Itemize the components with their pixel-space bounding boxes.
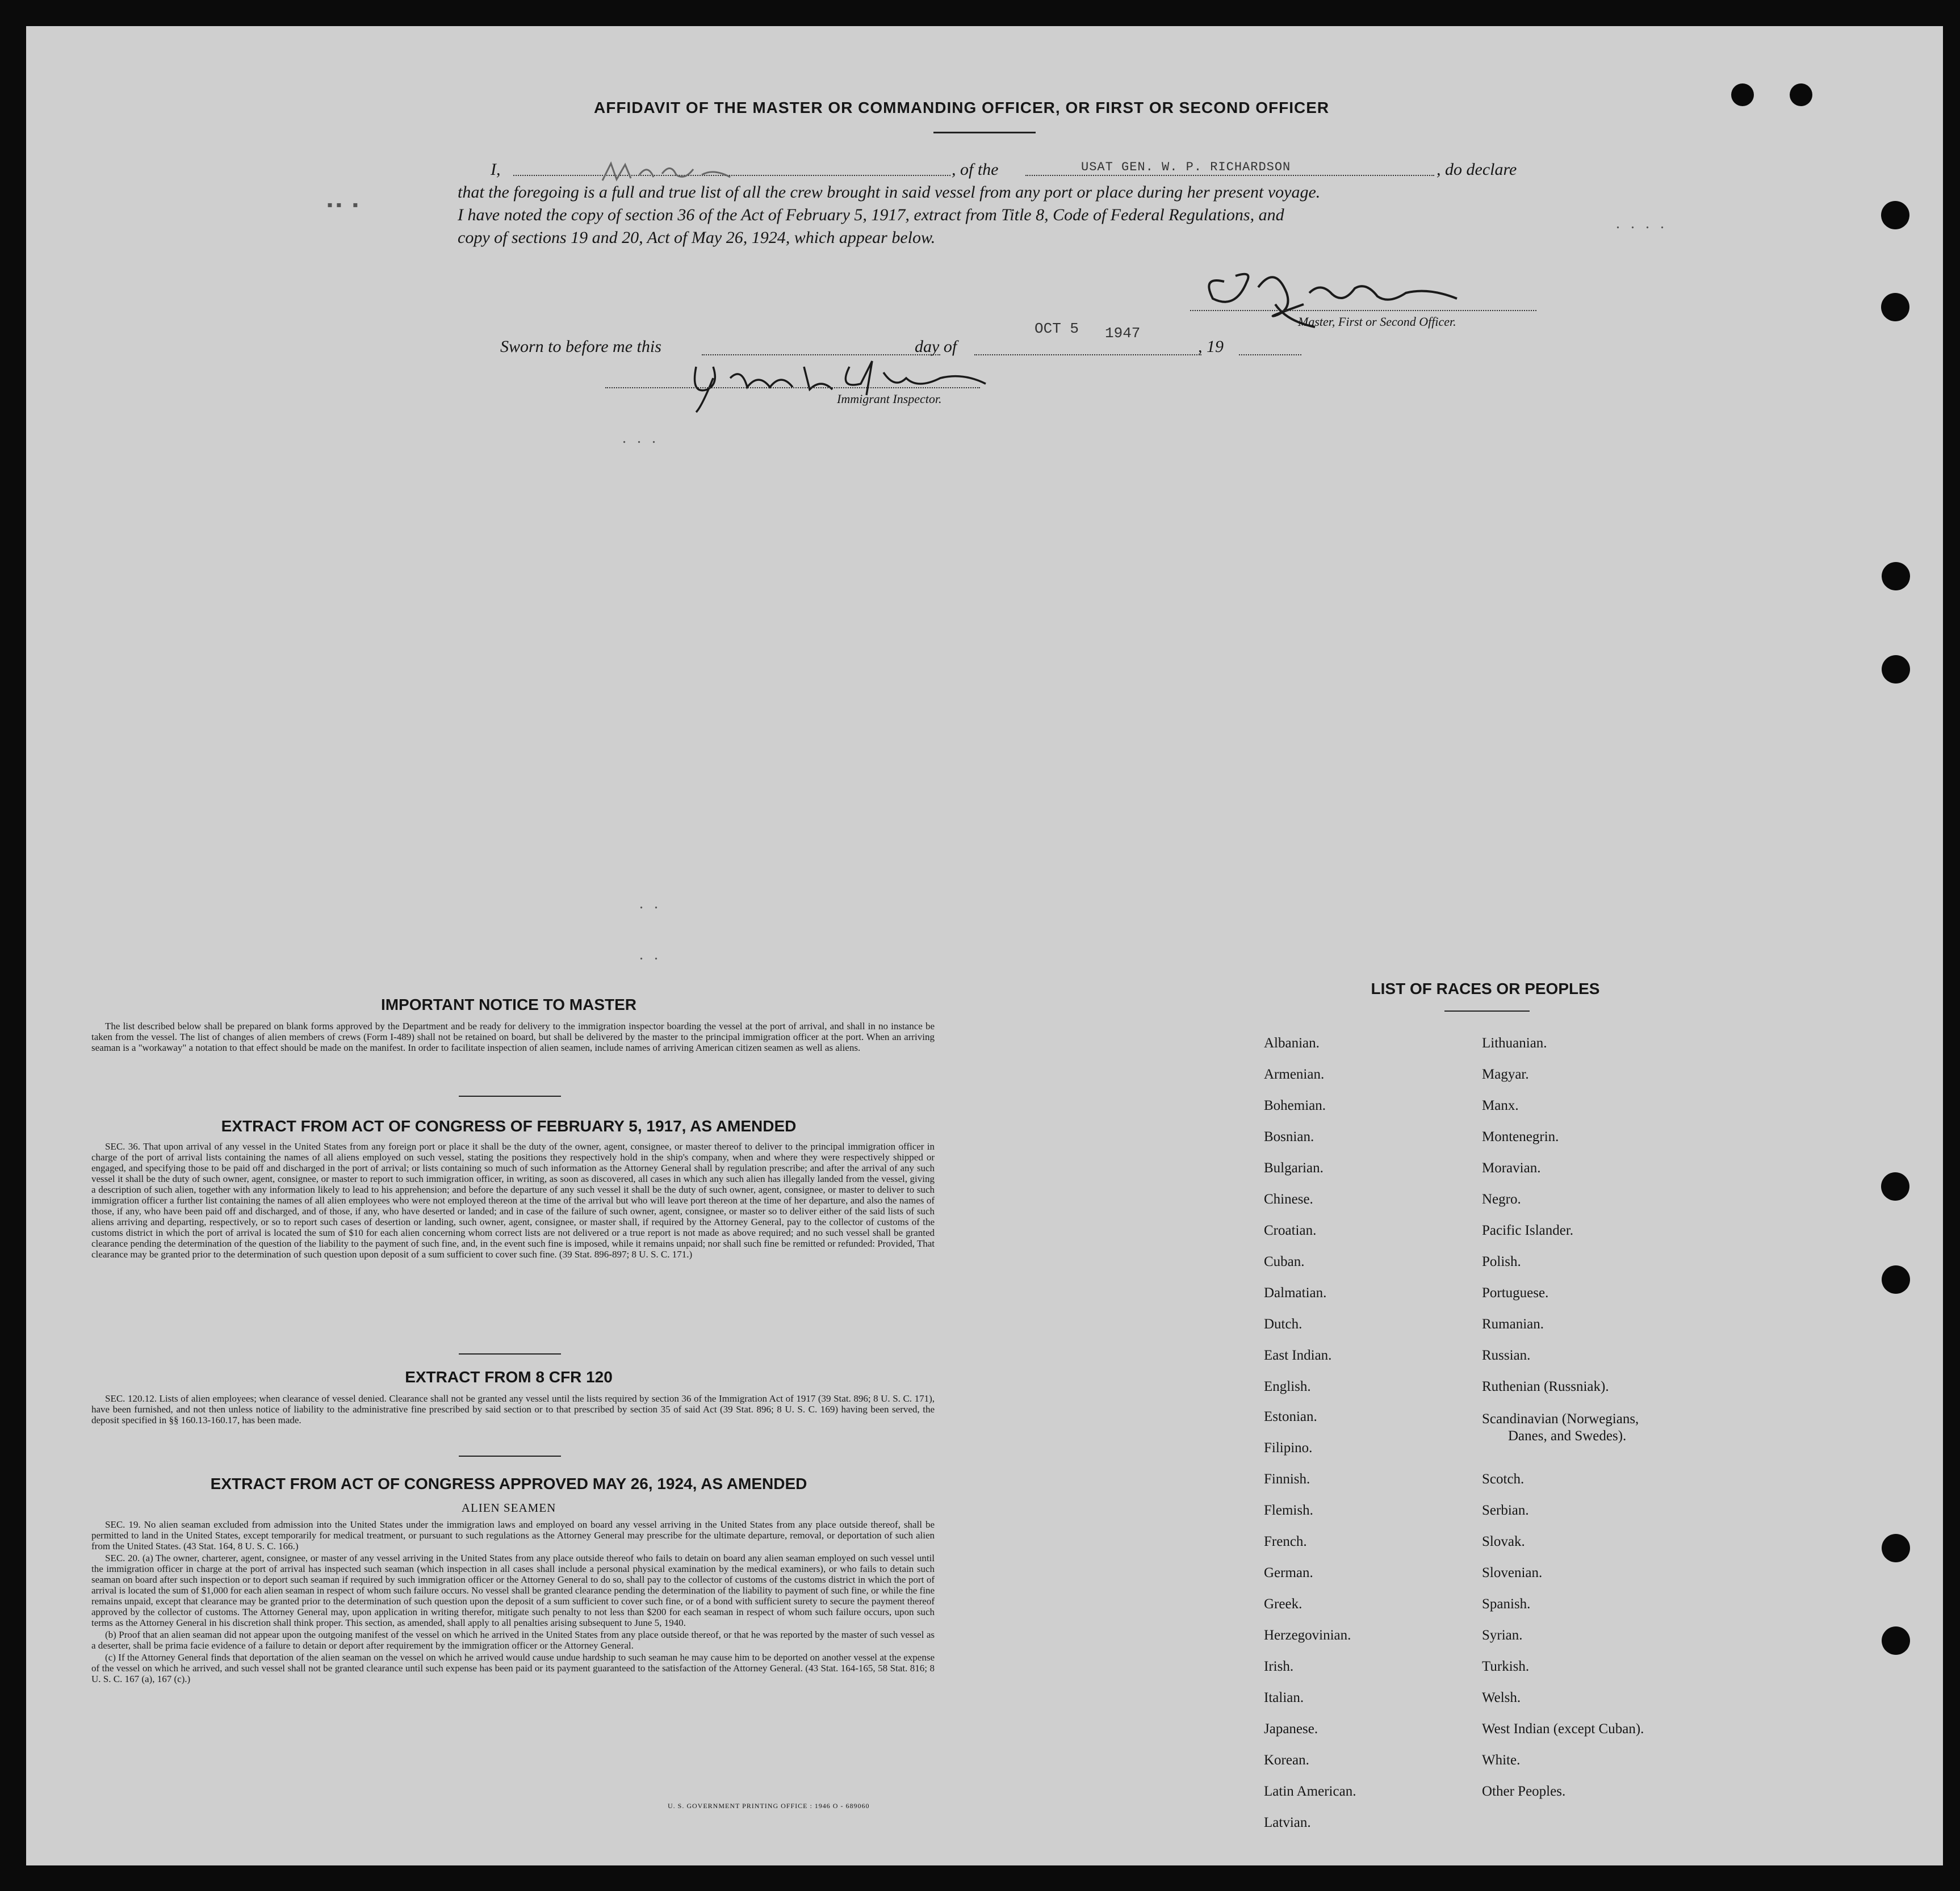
- section-divider: [459, 1096, 561, 1097]
- inspector-signature: [679, 355, 997, 418]
- race-left: Dutch.: [1264, 1316, 1303, 1332]
- race-left: Armenian.: [1264, 1067, 1325, 1082]
- punch-hole: [1882, 1626, 1910, 1655]
- punch-hole: [1882, 1534, 1910, 1562]
- race-left: Finnish.: [1264, 1471, 1310, 1487]
- section-divider: [459, 1353, 561, 1355]
- affidavit-do-declare: , do declare: [1437, 160, 1517, 179]
- race-left: Cuban.: [1264, 1254, 1305, 1269]
- year-line: [1239, 354, 1301, 355]
- race-right: Russian.: [1482, 1348, 1531, 1363]
- race-right: Polish.: [1482, 1254, 1521, 1269]
- alien-seamen-subheading: ALIEN SEAMEN: [461, 1501, 556, 1515]
- race-left: Herzegovinian.: [1264, 1628, 1351, 1643]
- race-left: East Indian.: [1264, 1348, 1332, 1363]
- race-right: Ruthenian (Russniak).: [1482, 1379, 1609, 1394]
- extract-8cfr-heading: EXTRACT FROM 8 CFR 120: [405, 1368, 613, 1386]
- inspector-caption: Immigrant Inspector.: [837, 392, 942, 406]
- stray-mark: . . . .: [1616, 215, 1668, 232]
- punch-hole: [1882, 655, 1910, 684]
- notice-heading: IMPORTANT NOTICE TO MASTER: [380, 996, 637, 1013]
- race-right: Portuguese.: [1482, 1285, 1549, 1301]
- race-left: German.: [1264, 1565, 1313, 1580]
- affidavit-line-2: that the foregoing is a full and true list of all the crew brought in said vessel from any port or place during her present voyage.: [458, 183, 1321, 202]
- punch-hole: [1881, 293, 1909, 321]
- race-right: Other Peoples.: [1482, 1784, 1566, 1799]
- race-left: Estonian.: [1264, 1409, 1317, 1424]
- year-stamp: 1947: [1105, 325, 1141, 342]
- affidavit-of-the: , of the: [952, 160, 999, 179]
- race-left: Bosnian.: [1264, 1129, 1314, 1144]
- extract-1917-text: [91, 1141, 935, 1261]
- race-left: Korean.: [1264, 1752, 1309, 1768]
- race-right: Rumanian.: [1482, 1316, 1544, 1332]
- race-right: Pacific Islander.: [1482, 1223, 1574, 1238]
- race-left: Irish.: [1264, 1659, 1294, 1674]
- sec19-paragraph: SEC. 19. No alien seaman excluded from admission into the United States under the immigration laws and employed on board any vessel arriving in the United States from any place outside thereof, shall be permitted to land in the United States, except temporarily for medical treatment, or pursuant to such regulations as the Attorney General may prescribe for the ultimate departure, removal, or deportation of such alien from the United States. (43 Stat. 164, 8 U. S. C. 166.): [91, 1519, 935, 1552]
- race-right: Syrian.: [1482, 1628, 1523, 1643]
- vessel-line: [1025, 175, 1434, 176]
- race-left: Greek.: [1264, 1596, 1303, 1612]
- race-right: Lithuanian.: [1482, 1035, 1547, 1051]
- race-right: Danes, and Swedes).: [1508, 1428, 1627, 1444]
- races-heading: LIST OF RACES OR PEOPLES: [1371, 980, 1600, 997]
- punch-hole: [1731, 83, 1754, 106]
- printer-imprint: U. S. GOVERNMENT PRINTING OFFICE : 1946 O - 689060: [668, 1802, 870, 1810]
- race-left: Latin American.: [1264, 1784, 1356, 1799]
- title-divider: [933, 132, 1036, 133]
- race-right: Montenegrin.: [1482, 1129, 1559, 1144]
- sworn-month-line: [974, 354, 1201, 355]
- race-right: Serbian.: [1482, 1503, 1529, 1518]
- race-right: Scandinavian (Norwegians,: [1482, 1411, 1639, 1427]
- stray-mark: . .: [639, 946, 661, 963]
- vessel-name: USAT GEN. W. P. RICHARDSON: [1081, 160, 1291, 174]
- race-left: English.: [1264, 1379, 1311, 1394]
- sec20c-paragraph: (c) If the Attorney General finds that deportation of the alien seaman on the vessel on which he arrived would cause undue hardship to such seaman he may cause him to be deported on another vessel at the expense of the vessel on which he arrived, and such vessel shall not be granted clearance until such expense has been paid or its payment guaranteed to the satisfaction of the Attorney General. (43 Stat. 164-165, 58 Stat. 816; 8 U. S. C. 167 (a), 167 (c).): [91, 1652, 935, 1684]
- race-left: Dalmatian.: [1264, 1285, 1327, 1301]
- race-right: Welsh.: [1482, 1690, 1521, 1705]
- year-prefix: , 19: [1198, 337, 1224, 356]
- race-right: Scotch.: [1482, 1471, 1525, 1487]
- punch-hole: [1881, 1172, 1909, 1201]
- race-left: Croatian.: [1264, 1223, 1317, 1238]
- notice-paragraph: The list described below shall be prepared on blank forms approved by the Department and be ready for delivery to the immigration inspector boarding the vessel at the port of arrival, and shall in no instance be taken from the vessel. The list of changes of alien members of crews (Form I-489) shall not be retained on board, but shall be delivered by the master to the principal immigration officer at the port. When an arriving seaman is a "workaway" a notation to that effect should be made on the manifest. In order to facilitate inspection of alien seamen, include names of arriving American citizen seamen as well as aliens.: [91, 1021, 935, 1053]
- stray-mark: . .: [639, 895, 661, 912]
- affidavit-title: AFFIDAVIT OF THE MASTER OR COMMANDING OFFICER, OR FIRST OR SECOND OFFICER: [594, 99, 1330, 116]
- notice-text: [91, 1021, 935, 1054]
- day-of-label: day of: [915, 337, 957, 356]
- race-left: Filipino.: [1264, 1440, 1313, 1456]
- race-left: Latvian.: [1264, 1815, 1311, 1830]
- extract-1924-text: [91, 1519, 935, 1685]
- punch-hole: [1882, 1265, 1910, 1294]
- affidavit-line-4: copy of sections 19 and 20, Act of May 26, 1924, which appear below.: [458, 228, 936, 247]
- sec20b-paragraph: (b) Proof that an alien seaman did not appear upon the outgoing manifest of the vessel on which he arrived in the United States from any place outside thereof, or that he was reported by the master of such vessel as a deserter, shall be prima facie evidence of a failure to detain or deport after requirement by the immigration officer or the Attorney General.: [91, 1629, 935, 1651]
- races-divider: [1444, 1011, 1530, 1012]
- race-left: French.: [1264, 1534, 1307, 1549]
- race-right: West Indian (except Cuban).: [1482, 1721, 1644, 1737]
- race-right: Turkish.: [1482, 1659, 1530, 1674]
- master-signature-line: [1190, 310, 1536, 311]
- document-page: [26, 26, 1943, 1865]
- stray-mark: . . .: [622, 429, 659, 447]
- extract-1917-heading: EXTRACT FROM ACT OF CONGRESS OF FEBRUARY 5, 1917, AS AMENDED: [221, 1117, 797, 1135]
- race-left: Albanian.: [1264, 1035, 1320, 1051]
- race-left: Bulgarian.: [1264, 1160, 1324, 1176]
- extract-8cfr-text: [91, 1393, 935, 1427]
- affidavit-i-label: I,: [491, 160, 501, 179]
- race-right: White.: [1482, 1752, 1521, 1768]
- race-right: Magyar.: [1482, 1067, 1529, 1082]
- inspector-signature-line: [605, 387, 980, 388]
- date-stamp: OCT 5: [1035, 320, 1079, 337]
- sworn-label: Sworn to before me this: [500, 337, 661, 356]
- stray-mark: ▪▪ ▪: [327, 196, 362, 214]
- race-right: Spanish.: [1482, 1596, 1531, 1612]
- master-name-handwriting: [600, 158, 736, 186]
- sec36-paragraph: SEC. 36. That upon arrival of any vessel in the United States from any foreign port or place it shall be the duty of the owner, agent, consignee, or master thereof to deliver to the principal immigration officer in charge of the port of arrival lists containing the names of all aliens employed on such vessel, stating the positions they respectively hold in the ship's company, when and where they were respectively shipped or engaged, and specifying those to be paid off and discharged in the port of arrival; or lists containing so much of such information as the Attorney General shall by regulation prescribe; and after the arrival of any such vessel it shall be the duty of such owner, agent, consignee, or master to report to such immigration officer, in writing, as soon as discovered, all cases in which any such alien has illegally landed from the vessel, giving a description of such alien, together with any information likely to lead to his apprehension; and before the departure of any such vessel it shall be the duty of such owner, agent, consignee, or master to deliver to such immigration officer a further list containing the names of all alien employees who were not employed thereon at the time of the arrival but who will leave port thereon at the time of her departure, and also the names of those, if any, who have been paid off and discharged, and of those, if any, who have deserted or landed; and in case of the failure of such owner, agent, consignee, or master so to deliver either of the said lists of such aliens arriving and departing, respectively, or so to report such cases of desertion or landing, such owner, agent, consignee, or master shall, if required by the Attorney General, pay to the collector of customs of the customs district in which the port of arrival is located the sum of $10 for each alien concerning whom correct lists are not delivered or a true report is not made as above required; and no such vessel shall be granted clearance pending the determination of the question of the liability to the payment of such fine, and, in the event such fine is imposed, while it remains unpaid; nor shall such fine be remitted or refunded: Provided, That clearance may be granted prior to the determination of such question upon deposit of a sum sufficient to cover such fine. (39 Stat. 896-897; 8 U. S. C. 171.): [91, 1141, 935, 1260]
- punch-hole: [1882, 562, 1910, 590]
- race-right: Negro.: [1482, 1192, 1521, 1207]
- sec20a-paragraph: SEC. 20. (a) The owner, charterer, agent, consignee, or master of any vessel arriving in the United States from any place outside thereof who fails to detain on board any alien seaman employed on such vessel until the immigration officer in charge at the port of arrival has inspected such seaman (which inspection in all cases shall include a personal physical examination by the medical examiners), or who fails to detain such seaman on board after such inspection or to deport such seaman if required by such immigration officer or the Attorney General to do so, shall pay to the collector of customs of the customs district in which the port of arrival is located the sum of $1,000 for each alien seaman in respect of whom such failure occurs. No vessel shall be granted clearance pending the determination of the liability to payment of such fine, or while the fine remains unpaid, except that clearance may be granted prior to the determination of such question upon the deposit of a sum sufficient to cover such fine, or of a bond with sufficient surety to secure the payment thereof approved by the collector of customs. The Attorney General may, upon application in writing therefor, mitigate such penalty to not less than $200 for each seaman in respect of whom such failure occurs, upon such terms as the Attorney General in his discretion shall think proper. This section, as amended, shall apply to all penalties arising subsequent to June 5, 1940.: [91, 1553, 935, 1628]
- race-left: Japanese.: [1264, 1721, 1318, 1737]
- punch-hole: [1881, 201, 1909, 229]
- race-right: Moravian.: [1482, 1160, 1541, 1176]
- race-left: Bohemian.: [1264, 1098, 1326, 1113]
- sec120-paragraph: SEC. 120.12. Lists of alien employees; when clearance of vessel denied. Clearance shall not be granted any vessel until the lists required by section 36 of the Immigration Act of 1917 (39 Stat. 896; 8 U. S. C. 171), have been furnished, and not then unless notice of liability to the administrative fine prescribed by said section or to that prescribed by section 35 of said Act (39 Stat. 896; 8 U. S. C. 169) having been served, the deposit specified in §§ 160.13-160.17, has been made.: [91, 1393, 935, 1425]
- race-left: Chinese.: [1264, 1192, 1313, 1207]
- affidavit-line-3: I have noted the copy of section 36 of the Act of February 5, 1917, extract from Title 8, Code of Federal Regulations, and: [458, 206, 1284, 224]
- race-left: Italian.: [1264, 1690, 1304, 1705]
- extract-1924-heading: EXTRACT FROM ACT OF CONGRESS APPROVED MAY 26, 1924, AS AMENDED: [210, 1475, 807, 1492]
- punch-hole: [1790, 83, 1812, 106]
- race-left: Flemish.: [1264, 1503, 1313, 1518]
- race-right: Slovenian.: [1482, 1565, 1543, 1580]
- master-caption: Master, First or Second Officer.: [1298, 315, 1456, 329]
- race-right: Manx.: [1482, 1098, 1519, 1113]
- section-divider: [459, 1456, 561, 1457]
- race-right: Slovak.: [1482, 1534, 1525, 1549]
